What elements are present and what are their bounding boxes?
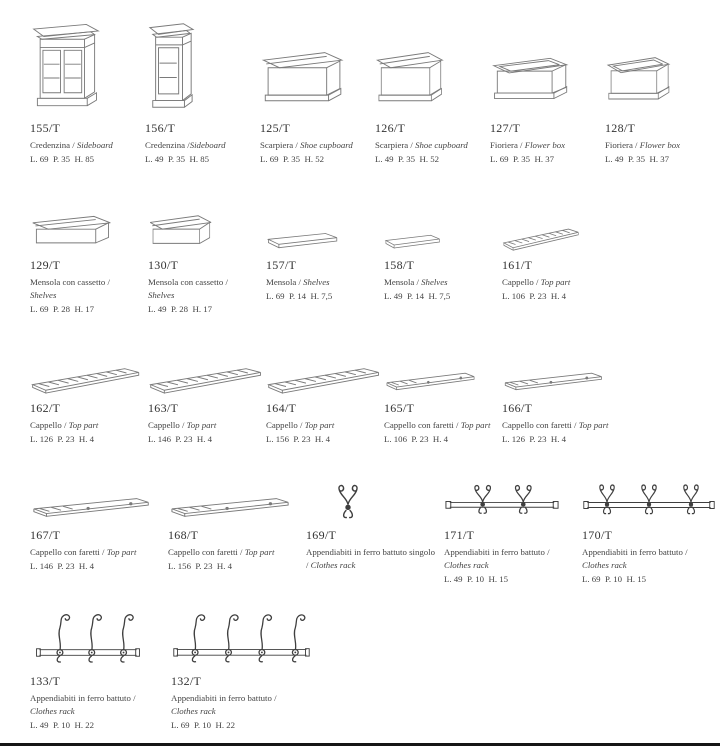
- product-dimensions: L. 69 P. 10 H. 22: [171, 720, 236, 731]
- top-part-drawing-icon: [266, 364, 384, 394]
- catalog-row-1: [30, 14, 720, 166]
- product-item: [168, 467, 306, 586]
- product-dimensions: L. 69 P. 10 H. 15: [582, 574, 647, 585]
- product-dimensions: L. 126 P. 23 H. 4: [30, 433, 95, 444]
- product-item: [171, 607, 312, 732]
- shelf-drawing-icon: [266, 231, 340, 251]
- top-part-with-spotlights-illustration: [30, 467, 168, 521]
- product-item: [148, 354, 266, 446]
- shelf-drawing-icon: [384, 233, 442, 251]
- coat-hook-drawing-icon: [330, 477, 366, 521]
- product-description: Appendiabiti in ferro battuto singolo / Clothes rack: [306, 547, 435, 571]
- product-code: 128/T: [605, 121, 636, 135]
- product-item: [502, 207, 620, 316]
- sideboard-1-door-illustration: [145, 14, 260, 114]
- product-dimensions: L. 69 P. 35 H. 37: [490, 154, 555, 165]
- product-dimensions: L. 49 P. 14 H. 7,5: [384, 290, 451, 301]
- product-description: Fioriera / Flower box: [490, 140, 566, 150]
- product-description: Credenzina /Sideboard: [145, 140, 226, 150]
- shoe-cupboard-illustration: [260, 14, 375, 114]
- product-description: Cappello / Top part: [30, 419, 99, 430]
- product-description: Cappello / Top part: [148, 419, 217, 430]
- product-item: [384, 354, 502, 446]
- product-code: 166/T: [502, 400, 533, 415]
- product-code: 156/T: [145, 121, 176, 135]
- top-part-illustration: [148, 354, 266, 394]
- product-code: 130/T: [148, 257, 179, 272]
- product-item: [30, 207, 148, 316]
- shoe-cupboard-drawing-icon: [260, 46, 348, 114]
- product-item: [260, 14, 375, 166]
- top-part-drawing-icon: [502, 368, 608, 394]
- product-dimensions: L. 49 P. 10 H. 22: [30, 720, 95, 731]
- product-dimensions: L. 69 P. 28 H. 17: [30, 303, 95, 314]
- thin-shelf-illustration: [266, 207, 384, 251]
- product-code: 155/T: [30, 121, 61, 135]
- product-code: 132/T: [171, 674, 202, 689]
- tall-clothes-rack-4-hooks-illustration: [171, 607, 312, 667]
- product-item: [30, 467, 168, 586]
- sideboard-2-door-illustration: [30, 14, 145, 114]
- product-code: 171/T: [444, 528, 475, 543]
- product-item: [148, 207, 266, 316]
- product-item: [605, 14, 720, 166]
- shoe-cupboard-illustration: [375, 14, 490, 114]
- product-description: Mensola con cassetto / Shelves: [30, 276, 110, 300]
- product-item: [582, 467, 720, 586]
- product-description: Credenzina / Sideboard: [30, 140, 113, 150]
- product-description: Cappello / Top part: [502, 276, 571, 287]
- product-dimensions: L. 69 P. 35 H. 85: [30, 154, 95, 165]
- product-dimensions: L. 156 P. 23 H. 4: [266, 433, 331, 444]
- product-dimensions: L. 146 P. 23 H. 4: [30, 561, 95, 572]
- product-description: Cappello con faretti / Top part: [30, 547, 137, 558]
- product-dimensions: L. 126 P. 23 H. 4: [502, 433, 567, 444]
- product-description: Cappello con faretti / Top part: [168, 547, 275, 558]
- product-dimensions: L. 146 P. 23 H. 4: [148, 433, 213, 444]
- product-code: 162/T: [30, 400, 61, 415]
- clothes-rack-drawing-icon: [444, 481, 560, 521]
- product-item: [490, 14, 605, 166]
- product-item: [502, 354, 620, 446]
- top-part-drawing-icon: [30, 493, 156, 521]
- product-description: Cappello / Top part: [266, 419, 335, 430]
- top-part-with-spotlights-illustration: [502, 354, 620, 394]
- product-dimensions: L. 69 P. 14 H. 7,5: [266, 290, 333, 301]
- shelf-drawing-icon: [30, 211, 114, 251]
- product-dimensions: L. 49 P. 10 H. 15: [444, 574, 509, 585]
- product-code: 127/T: [490, 121, 521, 135]
- product-code: 157/T: [266, 257, 297, 272]
- product-description: Mensola / Shelves: [384, 276, 448, 287]
- product-code: 126/T: [375, 121, 406, 135]
- product-code: 129/T: [30, 257, 61, 272]
- product-description: Scarpiera / Shoe cupboard: [375, 140, 468, 150]
- top-part-drawing-icon: [384, 368, 480, 394]
- product-description: Appendiabiti in ferro battuto / Clothes rack: [582, 547, 688, 571]
- product-description: Appendiabiti in ferro battuto / Clothes rack: [171, 693, 277, 717]
- catalog-row-3: [30, 354, 720, 446]
- single-wrought-iron-hook-illustration: [306, 467, 444, 521]
- top-part-illustration: [30, 354, 148, 394]
- catalog-row-2: [30, 207, 720, 316]
- product-code: 168/T: [168, 528, 199, 543]
- product-item: [384, 207, 502, 316]
- product-description: Cappello con faretti / Top part: [502, 419, 609, 430]
- product-item: [30, 607, 171, 732]
- product-item: [444, 467, 582, 586]
- top-part-with-spotlights-illustration: [384, 354, 502, 394]
- product-dimensions: L. 69 P. 35 H. 52: [260, 154, 325, 165]
- product-description: Appendiabiti in ferro battuto / Clothes rack: [444, 547, 550, 571]
- product-item: [306, 467, 444, 586]
- top-part-illustration: [266, 354, 384, 394]
- flower-box-illustration: [605, 14, 720, 114]
- catalog-page: [0, 14, 720, 732]
- shelf-with-drawer-illustration: [30, 207, 148, 251]
- product-code: 158/T: [384, 257, 415, 272]
- product-item: [145, 14, 260, 166]
- product-dimensions: L. 49 P. 35 H. 37: [605, 154, 670, 165]
- clothes-rack-drawing-icon: [171, 609, 312, 667]
- product-dimensions: L. 49 P. 35 H. 52: [375, 154, 440, 165]
- product-description: Fioriera / Flower box: [605, 140, 681, 150]
- product-code: 133/T: [30, 674, 61, 689]
- product-item: [30, 14, 145, 166]
- product-description: Mensola con cassetto / Shelves: [148, 276, 228, 300]
- thin-shelf-illustration: [384, 207, 502, 251]
- product-dimensions: L. 49 P. 35 H. 85: [145, 154, 210, 165]
- clothes-rack-drawing-icon: [30, 609, 146, 667]
- top-part-illustration: [502, 207, 620, 251]
- product-dimensions: L. 49 P. 28 H. 17: [148, 303, 213, 314]
- flower-box-drawing-icon: [605, 52, 675, 114]
- product-code: 164/T: [266, 400, 297, 415]
- product-dimensions: L. 156 P. 23 H. 4: [168, 561, 233, 572]
- product-code: 169/T: [306, 528, 337, 543]
- product-dimensions: L. 106 P. 23 H. 4: [384, 433, 449, 444]
- clothes-rack-3-hooks-illustration: [582, 467, 720, 521]
- product-item: [266, 354, 384, 446]
- flower-box-illustration: [490, 14, 605, 114]
- product-description: Scarpiera / Shoe cupboard: [260, 140, 353, 150]
- top-part-drawing-icon: [168, 493, 296, 521]
- clothes-rack-2-hooks-illustration: [444, 467, 582, 521]
- product-code: 167/T: [30, 528, 61, 543]
- shoe-cupboard-drawing-icon: [375, 46, 447, 114]
- product-code: 170/T: [582, 528, 613, 543]
- product-item: [30, 354, 148, 446]
- top-part-drawing-icon: [502, 225, 582, 251]
- shelf-with-drawer-illustration: [148, 207, 266, 251]
- sideboard-drawing-icon: [145, 18, 197, 114]
- catalog-row-4: [30, 467, 720, 586]
- product-code: 163/T: [148, 400, 179, 415]
- product-code: 161/T: [502, 257, 533, 272]
- product-item: [375, 14, 490, 166]
- tall-clothes-rack-3-hooks-illustration: [30, 607, 171, 667]
- sideboard-drawing-icon: [30, 18, 102, 114]
- catalog-row-5: [30, 607, 720, 732]
- top-part-drawing-icon: [148, 364, 266, 394]
- top-part-drawing-icon: [30, 364, 144, 394]
- product-item: [266, 207, 384, 316]
- clothes-rack-drawing-icon: [582, 481, 716, 521]
- product-code: 125/T: [260, 121, 291, 135]
- top-part-with-spotlights-illustration: [168, 467, 306, 521]
- product-description: Cappello con faretti / Top part: [384, 419, 491, 430]
- shelf-drawing-icon: [148, 211, 214, 251]
- flower-box-drawing-icon: [490, 52, 574, 114]
- product-dimensions: L. 106 P. 23 H. 4: [502, 290, 567, 301]
- product-code: 165/T: [384, 400, 415, 415]
- product-description: Appendiabiti in ferro battuto / Clothes rack: [30, 693, 136, 717]
- product-description: Mensola / Shelves: [266, 276, 330, 287]
